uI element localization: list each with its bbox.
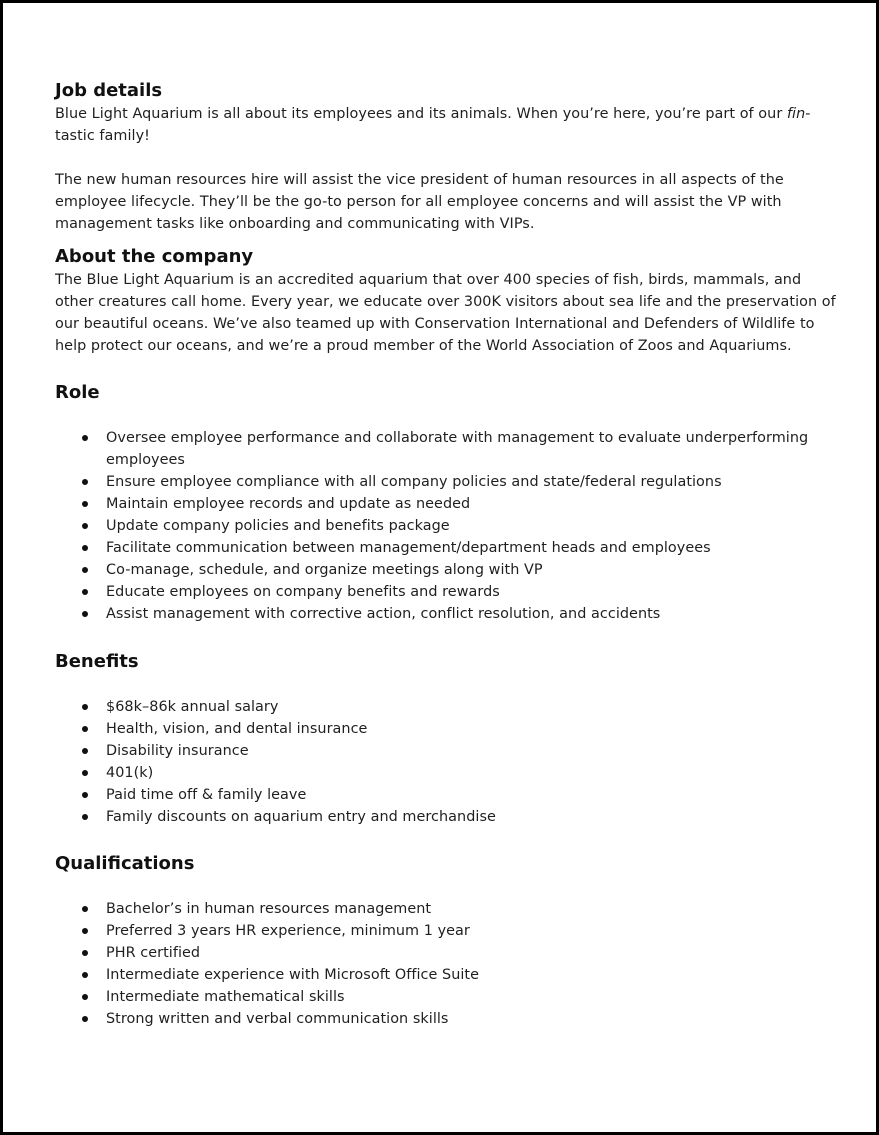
bullet-icon	[82, 748, 88, 754]
bullet-icon	[82, 1016, 88, 1022]
list-item	[106, 471, 836, 493]
list-item	[106, 537, 836, 559]
list-item	[106, 427, 836, 471]
list-item-text: Disability insurance	[106, 743, 249, 759]
list-gap	[55, 876, 836, 898]
list-item-text: Preferred 3 years HR experience, minimum 1 year	[106, 923, 470, 939]
list-item-text: Health, vision, and dental insurance	[106, 721, 368, 737]
paragraph-gap	[55, 147, 836, 169]
list-item	[106, 696, 836, 718]
list-item-text: 401(k)	[106, 765, 154, 781]
benefits-list	[55, 696, 836, 828]
list-item	[106, 898, 836, 920]
list-gap	[55, 405, 836, 427]
list-item-text: Ensure employee compliance with all company policies and state/federal regulations	[106, 474, 722, 490]
list-item-text: $68k–86k annual salary	[106, 699, 279, 715]
about-heading: About the company	[55, 246, 254, 267]
qualifications-heading: Qualifications	[55, 853, 195, 874]
list-item	[106, 1008, 836, 1030]
list-item	[106, 515, 836, 537]
list-item	[106, 784, 836, 806]
bullet-icon	[82, 726, 88, 732]
about-paragraph: The Blue Light Aquarium is an accredited aquarium that over 400 species of fish, birds, mammals, and other creatures call home. Every year, we educate over 300K visitors about sea life and the preservation of our beautiful oceans. We’ve also teamed up with Conservation International and Defenders of Wildlife to help protect our oceans, and we’re a proud member of the World Association of Zoos and Aquariums.	[55, 272, 836, 354]
benefits-section	[55, 650, 836, 828]
qualifications-list	[55, 898, 836, 1030]
bullet-icon	[82, 611, 88, 617]
list-item-text: Paid time off & family leave	[106, 787, 307, 803]
list-gap	[55, 674, 836, 696]
list-item-text: Family discounts on aquarium entry and merchandise	[106, 809, 496, 825]
bullet-icon	[82, 501, 88, 507]
list-item	[106, 762, 836, 784]
benefits-heading: Benefits	[55, 651, 139, 672]
list-item-text: Strong written and verbal communication skills	[106, 1011, 449, 1027]
bullet-icon	[82, 545, 88, 551]
list-item	[106, 942, 836, 964]
bullet-icon	[82, 814, 88, 820]
list-item	[106, 986, 836, 1008]
bullet-icon	[82, 435, 88, 441]
bullet-icon	[82, 523, 88, 529]
role-heading: Role	[55, 382, 100, 403]
bullet-icon	[82, 792, 88, 798]
bullet-icon	[82, 704, 88, 710]
job-details-heading: Job details	[55, 80, 163, 101]
bullet-icon	[82, 770, 88, 776]
list-item-text: Facilitate communication between management/department heads and employees	[106, 540, 711, 556]
list-item-text: PHR certified	[106, 945, 201, 961]
list-item-text: Maintain employee records and update as needed	[106, 496, 471, 512]
bullet-icon	[82, 906, 88, 912]
list-item	[106, 718, 836, 740]
bullet-icon	[82, 479, 88, 485]
bullet-icon	[82, 567, 88, 573]
bullet-icon	[82, 950, 88, 956]
list-item	[106, 806, 836, 828]
list-item	[106, 559, 836, 581]
qualifications-section	[55, 852, 836, 1030]
list-item-text: Intermediate mathematical skills	[106, 989, 345, 1005]
list-item-text: Co-manage, schedule, and organize meetings along with VP	[106, 562, 543, 578]
list-item	[106, 740, 836, 762]
list-item-text: Intermediate experience with Microsoft Office Suite	[106, 967, 480, 983]
job-details-section	[55, 79, 836, 235]
list-item	[106, 493, 836, 515]
list-item-text: Assist management with corrective action, conflict resolution, and accidents	[106, 606, 661, 622]
list-item	[106, 603, 836, 625]
intro-text-end: -tastic family!	[55, 106, 811, 144]
list-item-text: Bachelor’s in human resources management	[106, 901, 432, 917]
list-item-text: Oversee employee performance and collaborate with management to evaluate underperforming employees	[106, 430, 809, 468]
list-item	[106, 581, 836, 603]
bullet-icon	[82, 972, 88, 978]
intro-emphasis: fin	[786, 106, 806, 122]
list-item-text: Update company policies and benefits package	[106, 518, 450, 534]
role-list	[55, 427, 836, 625]
bullet-icon	[82, 928, 88, 934]
list-item-text: Educate employees on company benefits and rewards	[106, 584, 500, 600]
bullet-icon	[82, 994, 88, 1000]
list-item	[106, 920, 836, 942]
intro-text: Blue Light Aquarium is all about its employees and its animals. When you’re here, you’re part of our	[55, 106, 787, 122]
job-details-paragraph: The new human resources hire will assist the vice president of human resources in all aspects of the employee lifecycle. They’ll be the go-to person for all employee concerns and will assist the VP with management tasks like onboarding and communicating with VIPs.	[55, 172, 784, 232]
role-section	[55, 381, 836, 625]
job-details-intro	[55, 103, 836, 147]
list-item	[106, 964, 836, 986]
bullet-icon	[82, 589, 88, 595]
about-section	[55, 245, 836, 357]
